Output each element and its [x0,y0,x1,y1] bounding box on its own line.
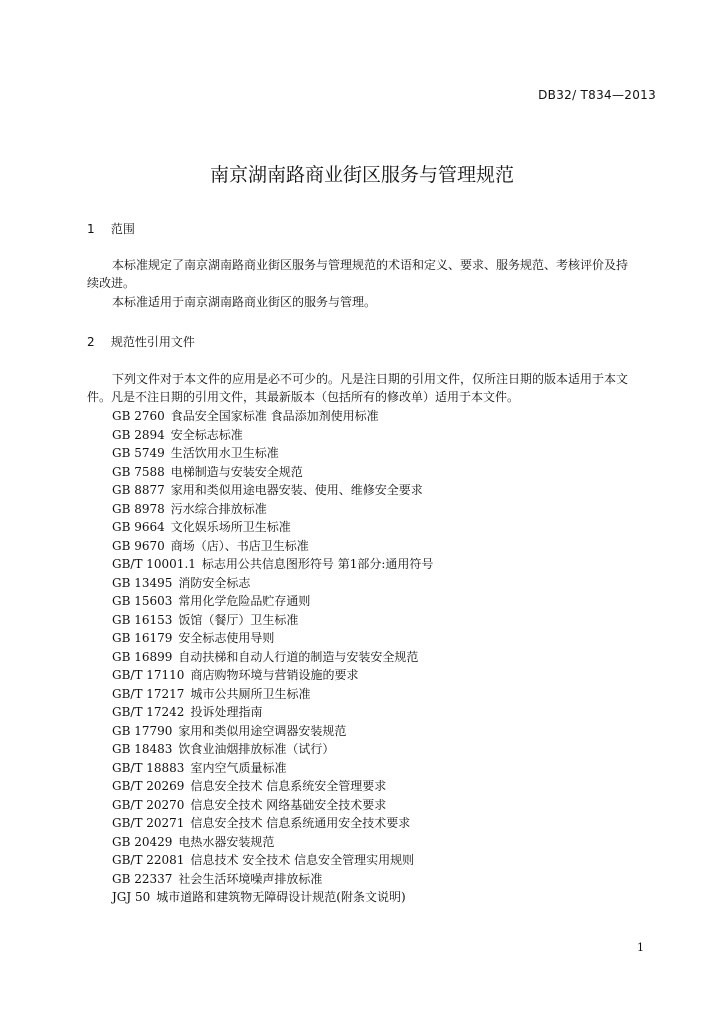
reference-code: GB/T 17110 [112,668,185,682]
reference-title: 食品安全国家标准 食品添加剂使用标准 [170,409,379,423]
reference-title: 文化娱乐场所卫生标准 [170,520,291,534]
section-2-intro [87,370,657,406]
reference-code: GB 15603 [112,594,173,608]
section-1-paragraph-1 [87,256,657,292]
reference-item [112,611,433,630]
reference-title: 信息安全技术 信息系统通用安全技术要求 [190,816,411,830]
reference-code: GB 17790 [112,723,173,738]
reference-code: GB/T 20270 [112,797,185,812]
section-2-title: 规范性引用文件 [110,335,195,349]
reference-title: 安全标志标准 [170,427,243,442]
reference-title: 安全标志使用导则 [178,631,275,645]
reference-item [112,426,433,445]
reference-code: GB 8978 [112,501,165,516]
section-2-heading [87,333,195,350]
reference-title: 饮食业油烟排放标准（试行） [178,742,335,756]
reference-item [112,870,433,889]
reference-title: 信息安全技术 信息系统安全管理要求 [190,779,387,793]
reference-code: GB 20429 [112,834,173,849]
reference-item [112,740,433,759]
reference-title: 商场（店）、书店卫生标准 [170,538,309,553]
para-line: 本标准规定了南京湖南路商业街区服务与管理规范的术语和定义、要求、服务规范、考核评价及持 [112,258,629,272]
reference-title: 常用化学危险品贮存通则 [178,594,311,608]
reference-code: GB 2760 [112,409,165,423]
reference-item [112,685,433,704]
reference-title: 电梯制造与安装安全规范 [170,464,303,479]
reference-code: GB 8877 [112,483,165,497]
reference-title: 室内空气质量标准 [190,760,287,775]
reference-title: 家用和类似用途空调器安装规范 [178,723,347,738]
reference-code: GB 7588 [112,464,165,479]
reference-title: 信息安全技术 网络基础安全技术要求 [190,797,387,812]
reference-title: 信息技术 安全技术 信息安全管理实用规则 [190,853,415,867]
reference-title: 社会生活环境噪声排放标准 [178,871,323,886]
reference-code: GB 5749 [112,446,165,460]
reference-item [112,629,433,648]
reference-item [112,537,433,556]
reference-item [112,833,433,852]
reference-title: 自动扶梯和自动人行道的制造与安装安全规范 [178,649,419,664]
reference-code: JGJ 50 [112,890,151,904]
reference-code: GB 9664 [112,520,165,534]
reference-code: GB/T 17242 [112,705,185,719]
reference-item [112,518,433,537]
reference-list [112,407,433,907]
section-1-paragraph-2 [87,293,657,311]
reference-title: 消防安全标志 [178,575,251,590]
reference-item [112,407,433,426]
para-line: 下列文件对于本文件的应用是必不可少的。凡是注日期的引用文件，仅所注日期的版本适用于本文 [112,372,629,386]
reference-code: GB 18483 [112,742,173,756]
reference-code: GB/T 20271 [112,816,185,830]
reference-title: 城市公共厕所卫生标准 [190,686,311,701]
section-1-number: 1 [87,222,95,236]
reference-title: 投诉处理指南 [190,705,263,719]
reference-code: GB/T 20269 [112,779,185,793]
reference-item [112,648,433,667]
reference-item [112,759,433,778]
reference-item [112,796,433,815]
doc-code: DB32/ T834—2013 [538,88,656,102]
reference-title: 城市道路和建筑物无障碍设计规范(附条文说明) [156,890,406,904]
section-1-heading [87,220,135,237]
reference-item [112,777,433,796]
reference-item [112,888,433,907]
reference-code: GB 22337 [112,871,173,886]
reference-code: GB 9670 [112,538,165,553]
reference-code: GB/T 22081 [112,853,185,867]
reference-code: GB 16179 [112,631,173,645]
reference-item [112,592,433,611]
reference-code: GB 16153 [112,612,173,627]
section-1-title: 范围 [110,222,135,236]
reference-item [112,703,433,722]
reference-code: GB 2894 [112,427,165,442]
para-line: 件。凡是不注日期的引用文件，其最新版本（包括所有的修改单）适用于本文件。 [87,390,520,404]
reference-title: 标志用公共信息图形符号 第1部分:通用符号 [201,557,434,571]
reference-item [112,814,433,833]
reference-item [112,666,433,685]
reference-item [112,481,433,500]
reference-code: GB 16899 [112,649,173,664]
reference-code: GB 13495 [112,575,173,590]
page-title: 南京湖南路商业街区服务与管理规范 [209,164,514,186]
reference-item [112,722,433,741]
section-2-number: 2 [87,335,95,349]
reference-item [112,463,433,482]
reference-title: 商店购物环境与营销设施的要求 [190,668,359,682]
page-number: 1 [637,941,644,954]
reference-title: 饭馆（餐厅）卫生标准 [178,612,299,627]
para-line: 续改进。 [87,276,136,290]
reference-item [112,555,433,574]
para-line: 本标准适用于南京湖南路商业街区的服务与管理。 [112,295,377,309]
reference-item [112,851,433,870]
reference-title: 电热水器安装规范 [178,834,275,849]
reference-code: GB/T 10001.1 [112,557,196,571]
reference-item [112,444,433,463]
reference-title: 家用和类似用途电器安装、使用、维修安全要求 [170,483,423,497]
reference-title: 污水综合排放标准 [170,501,267,516]
reference-title: 生活饮用水卫生标准 [170,446,279,460]
reference-code: GB/T 18883 [112,760,185,775]
reference-code: GB/T 17217 [112,686,185,701]
reference-item [112,500,433,519]
reference-item [112,574,433,593]
